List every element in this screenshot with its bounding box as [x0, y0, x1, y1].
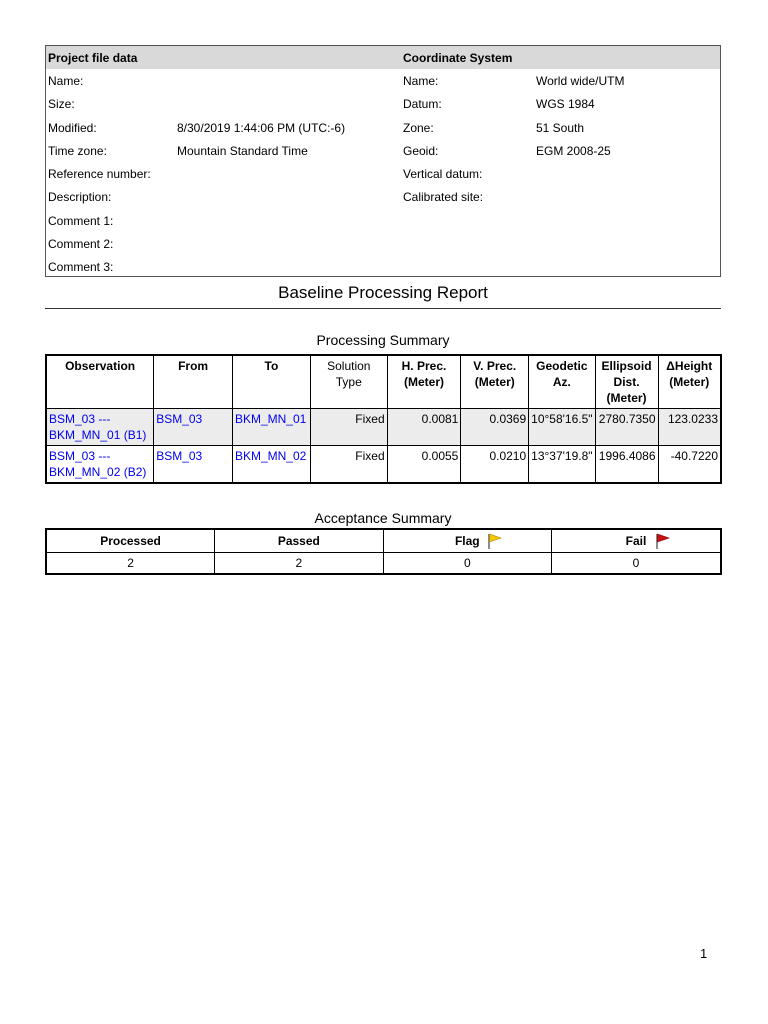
fail-header-label: Fail — [625, 534, 647, 548]
to-link[interactable]: BKM_MN_02 — [232, 446, 310, 484]
vertical-datum-label: Vertical datum: — [403, 167, 483, 181]
yellow-flag-icon — [486, 532, 504, 550]
observation-link[interactable]: BSM_03 --- BKM_MN_01 (B1) — [46, 409, 154, 446]
description-label: Description: — [48, 190, 112, 204]
col-header-processed: Processed — [46, 529, 215, 553]
col-header-fail — [552, 529, 721, 553]
red-flag-icon — [654, 532, 672, 550]
ellipsoid-dist-cell: 2780.7350 — [595, 409, 658, 446]
ellipsoid-dist-cell: 1996.4086 — [595, 446, 658, 484]
processing-summary-table — [45, 354, 722, 484]
table-row — [46, 553, 721, 575]
fail-count: 0 — [552, 553, 721, 575]
modified-label: Modified: — [48, 121, 97, 135]
datum-value: WGS 1984 — [536, 97, 595, 111]
to-link[interactable]: BKM_MN_01 — [232, 409, 310, 446]
table-row — [46, 446, 721, 484]
modified-value: 8/30/2019 1:44:06 PM (UTC:-6) — [177, 121, 346, 135]
geoid-label: Geoid: — [403, 144, 439, 158]
h-prec-cell: 0.0055 — [387, 446, 461, 484]
delta-height-cell: 123.0233 — [658, 409, 721, 446]
processing-summary-title: Processing Summary — [316, 332, 450, 348]
geoid-value: EGM 2008-25 — [536, 144, 611, 158]
h-prec-cell: 0.0081 — [387, 409, 461, 446]
passed-count: 2 — [215, 553, 384, 575]
v-prec-cell: 0.0369 — [461, 409, 529, 446]
acceptance-summary-table — [45, 528, 722, 575]
table-header-row — [46, 529, 721, 553]
geodetic-az-cell: 10°58'16.5" — [529, 409, 595, 446]
calibrated-site-label: Calibrated site: — [403, 190, 484, 204]
coordinate-system-heading: Coordinate System — [403, 51, 513, 65]
solution-type-cell: Fixed — [310, 446, 387, 484]
reference-number-label: Reference number: — [48, 167, 151, 181]
solution-type-cell: Fixed — [310, 409, 387, 446]
col-header-solution-type: Solution Type — [310, 355, 387, 409]
cs-name-value: World wide/UTM — [536, 74, 625, 88]
col-header-v-prec: V. Prec. (Meter) — [461, 355, 529, 409]
from-link[interactable]: BSM_03 — [154, 409, 233, 446]
project-header-band — [46, 46, 720, 69]
time-zone-value: Mountain Standard Time — [177, 144, 308, 158]
project-file-data-heading: Project file data — [48, 51, 138, 65]
comment-3-label: Comment 3: — [48, 260, 114, 274]
datum-label: Datum: — [403, 97, 442, 111]
col-header-from: From — [154, 355, 233, 409]
delta-height-cell: -40.7220 — [658, 446, 721, 484]
cs-name-label: Name: — [403, 74, 439, 88]
processed-count: 2 — [46, 553, 215, 575]
geodetic-az-cell: 13°37'19.8" — [529, 446, 595, 484]
v-prec-cell: 0.0210 — [461, 446, 529, 484]
col-header-geodetic-az: Geodetic Az. — [529, 355, 595, 409]
name-label: Name: — [48, 74, 84, 88]
from-link[interactable]: BSM_03 — [154, 446, 233, 484]
zone-label: Zone: — [403, 121, 434, 135]
acceptance-summary-title: Acceptance Summary — [314, 510, 452, 526]
col-header-to: To — [232, 355, 310, 409]
flag-count: 0 — [383, 553, 551, 575]
flag-header-label: Flag — [454, 534, 480, 548]
comment-1-label: Comment 1: — [48, 214, 114, 228]
col-header-ellipsoid-dist: Ellipsoid Dist. (Meter) — [595, 355, 658, 409]
page-number: 1 — [700, 946, 708, 961]
col-header-observation: Observation — [46, 355, 154, 409]
col-header-h-prec: H. Prec. (Meter) — [387, 355, 461, 409]
col-header-flag — [383, 529, 551, 553]
zone-value: 51 South — [536, 121, 585, 135]
col-header-passed: Passed — [215, 529, 384, 553]
table-row — [46, 409, 721, 446]
size-label: Size: — [48, 97, 75, 111]
time-zone-label: Time zone: — [48, 144, 107, 158]
col-header-delta-height: ΔHeight (Meter) — [658, 355, 721, 409]
table-header-row — [46, 355, 721, 409]
project-info-panel — [45, 45, 721, 277]
observation-link[interactable]: BSM_03 --- BKM_MN_02 (B2) — [46, 446, 154, 484]
report-title: Baseline Processing Report — [278, 283, 488, 302]
title-divider — [45, 308, 721, 309]
comment-2-label: Comment 2: — [48, 237, 114, 251]
